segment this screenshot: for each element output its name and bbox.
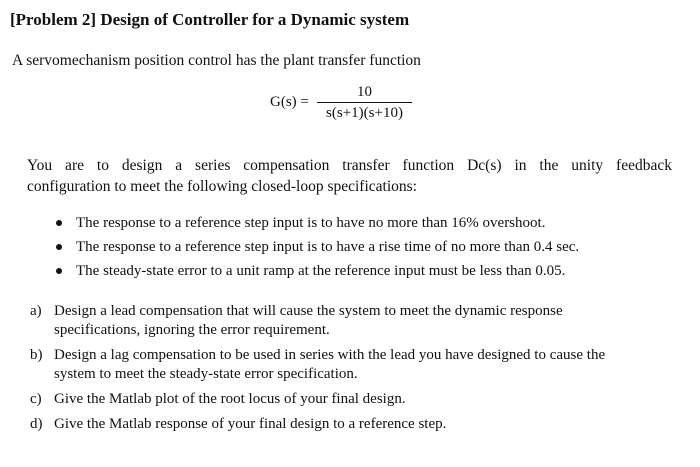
task-item-b (30, 346, 674, 384)
task-label: a) (30, 303, 42, 319)
bullet-icon (56, 244, 62, 250)
spec-text: The steady-state error to a unit ramp at the reference input must be less than 0.05. (76, 263, 566, 279)
task-text-line-2: system to meet the steady-state error specification. (54, 366, 358, 382)
task-list (30, 302, 674, 440)
formula-lhs: G(s) = (270, 94, 309, 110)
bullet-icon (56, 220, 62, 226)
design-paragraph (27, 155, 672, 197)
task-label: c) (30, 391, 42, 407)
spec-item (56, 260, 579, 284)
task-text-line-1: Design a lead compensation that will cause the system to meet the dynamic response (54, 303, 563, 319)
spec-text: The response to a reference step input is to have no more than 16% overshoot. (76, 215, 546, 231)
spec-item (56, 236, 579, 260)
intro-text: A servomechanism position control has the plant transfer function (12, 52, 421, 69)
task-item-c (30, 390, 674, 409)
task-text-line-1: Give the Matlab response of your final design to a reference step. (54, 416, 447, 432)
specification-list (56, 212, 579, 284)
task-text-line-1: Give the Matlab plot of the root locus of your final design. (54, 391, 406, 407)
formula-numerator: 10 (357, 84, 372, 100)
task-text-line-2: specifications, ignoring the error requirement. (54, 322, 330, 338)
formula-fraction (317, 83, 412, 123)
task-text-line-1: Design a lag compensation to be used in series with the lead you have designed to cause the (54, 347, 606, 363)
task-label: b) (30, 347, 43, 363)
formula-denominator: s(s+1)(s+10) (326, 105, 403, 121)
spec-item (56, 212, 579, 236)
bullet-icon (56, 268, 62, 274)
task-item-a (30, 302, 674, 340)
task-label: d) (30, 416, 43, 432)
paragraph-line-1: You are to design a series compensation transfer function Dc(s) in the unity feedback (27, 157, 672, 174)
problem-title: [Problem 2] Design of Controller for a Dynamic system (10, 10, 410, 29)
paragraph-line-2: configuration to meet the following closed-loop specifications: (27, 178, 417, 195)
spec-text: The response to a reference step input is to have a rise time of no more than 0.4 sec. (76, 239, 580, 255)
task-item-d (30, 415, 674, 434)
